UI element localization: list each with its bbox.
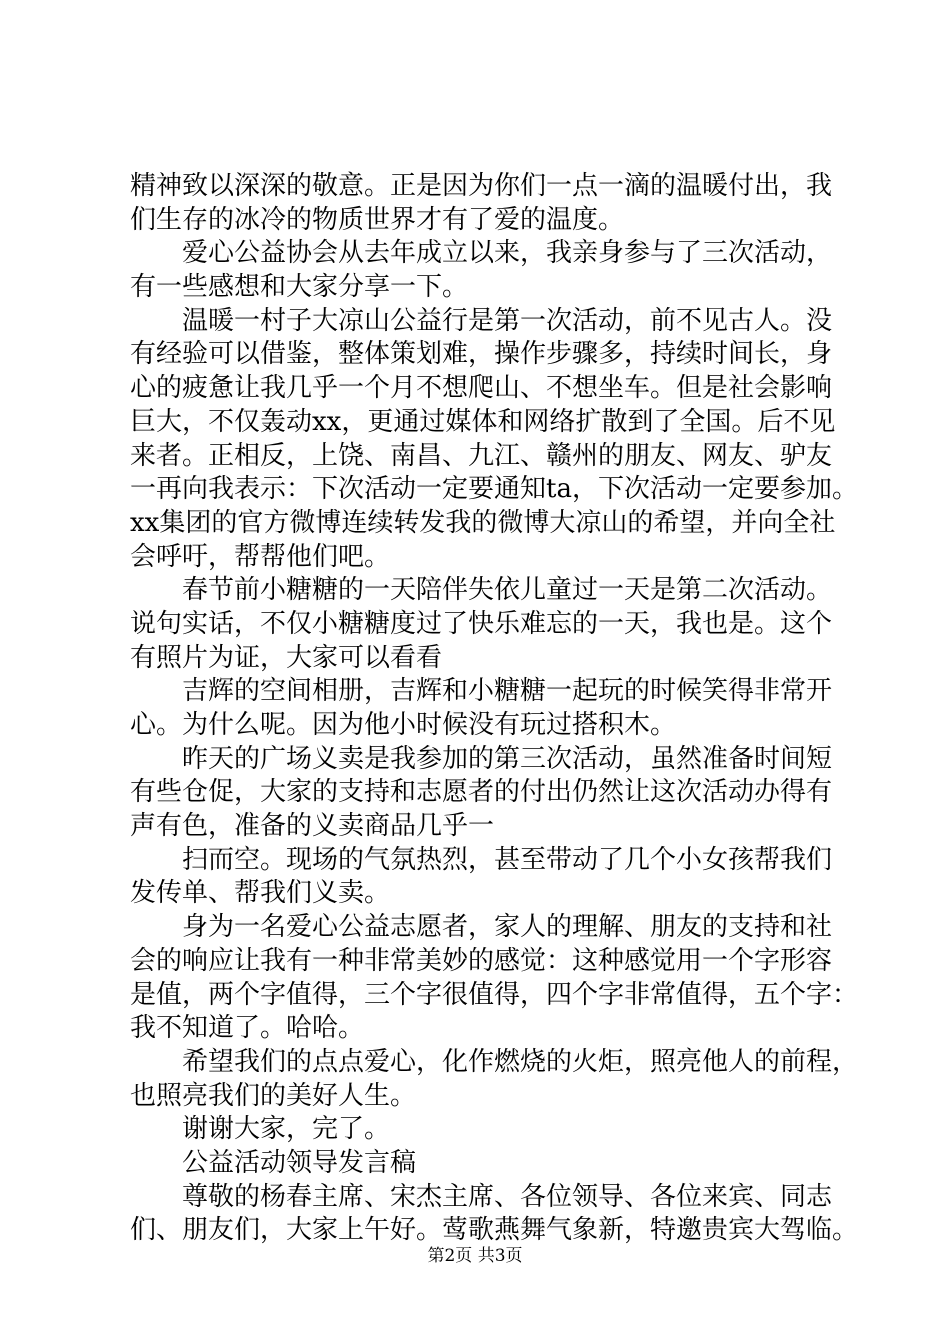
text-line: 有经验可以借鉴，整体策划难，操作步骤多，持续时间长，身 [130,339,833,370]
text-line: 温暖一村子大凉山公益行是第一次活动，前不见古人。没 [182,305,833,336]
text-line: 心。为什么呢。因为他小时候没有玩过搭积木。 [130,710,677,740]
text-line: 们生存的冰冷的物质世界才有了爱的温度。 [130,204,625,235]
text-line: 有照片为证，大家可以看看 [130,642,443,673]
text-line: 心的疲惫让我几乎一个月不想爬山、不想坐车。但是社会影响 [130,373,833,404]
text-line: 会的响应让我有一种非常美妙的感觉：这种感觉用一个字形容 [130,945,833,976]
text-line: 扫而空。现场的气氛热烈，甚至带动了几个小女孩帮我们 [182,844,833,875]
text-line: 爱心公益协会从去年成立以来，我亲身参与了三次活动， [182,238,833,269]
document-body [130,170,859,1248]
text-line: 有一些感想和大家分享一下。 [130,272,469,303]
text-line: 昨天的广场义卖是我参加的第三次活动，虽然准备时间短 [182,743,833,774]
text-line: 我不知道了。哈哈。 [130,1013,365,1044]
text-line: 声有色，准备的义卖商品几乎一 [130,811,495,842]
text-line: 一再向我表示：下次活动一定要通知ta，下次活动一定要参加。 [130,474,858,505]
text-line: 是值，两个字值得，三个字很值得，四个字非常值得，五个字： [130,979,859,1010]
text-line: 精神致以深深的敬意。正是因为你们一点一滴的温暖付出，我 [130,171,833,201]
text-line: xx集团的官方微博连续转发我的微博大凉山的希望，并向全社 [130,507,836,538]
text-line: 春节前小糖糖的一天陪伴失依儿童过一天是第二次活动。 [182,575,833,606]
page-footer: 第2页 共3页 [427,1246,523,1266]
text-line: 巨大，不仅轰动xx，更通过媒体和网络扩散到了全国。后不见 [130,406,836,437]
text-line: 来者。正相反，上饶、南昌、九江、赣州的朋友、网友、驴友 [130,440,833,471]
text-line: 会呼吁，帮帮他们吧。 [130,541,391,572]
text-line: 发传单、帮我们义卖。 [130,878,391,909]
text-line: 有些仓促，大家的支持和志愿者的付出仍然让这次活动办得有 [130,777,833,808]
text-line: 身为一名爱心公益志愿者，家人的理解、朋友的支持和社 [182,912,833,943]
text-line: 希望我们的点点爱心，化作燃烧的火炬，照亮他人的前程， [182,1046,859,1077]
text-line: 也照亮我们的美好人生。 [130,1080,417,1111]
text-line: 吉辉的空间相册，吉辉和小糖糖一起玩的时候笑得非常开 [182,676,833,707]
text-line: 们、朋友们，大家上午好。莺歌燕舞气象新，特邀贵宾大驾临。 [130,1215,859,1246]
text-line: 公益活动领导发言稿 [182,1147,417,1178]
text-line: 谢谢大家，完了。 [182,1114,391,1145]
text-line: 尊敬的杨春主席、宋杰主席、各位领导、各位来宾、同志 [182,1181,833,1212]
text-line: 说句实话，不仅小糖糖度过了快乐难忘的一天，我也是。这个 [130,608,833,639]
